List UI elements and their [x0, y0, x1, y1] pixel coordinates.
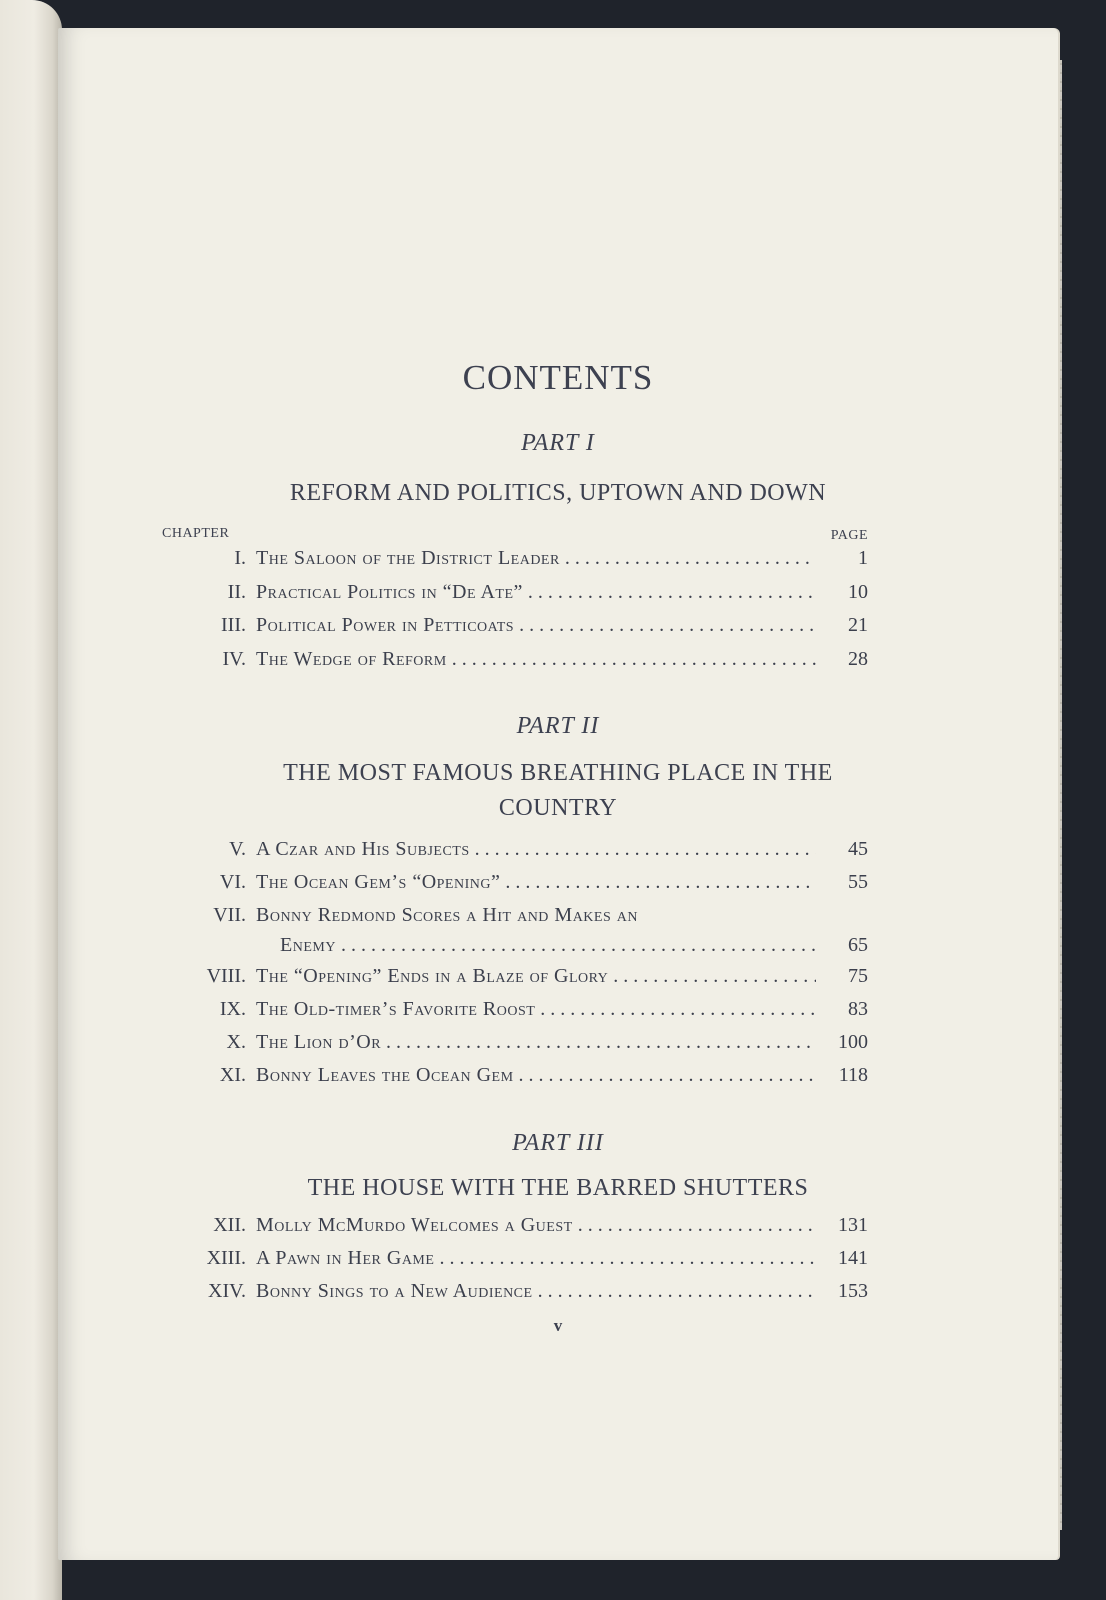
toc-entry[interactable] — [58, 547, 1058, 577]
chapter-title: The Wedge of Reform . . . — [256, 648, 816, 671]
chapter-title: Enemy . . . — [280, 934, 816, 957]
chapter-number: IV. — [222, 648, 246, 670]
chapter-number: VIII. — [206, 965, 246, 987]
chapter-title: Molly McMurdo Welcomes a Guest . . . — [256, 1214, 816, 1237]
chapter-page: 75 — [848, 965, 868, 987]
part-2-title-line: THE MOST FAMOUS BREATHING PLACE IN THE — [283, 760, 833, 786]
chapter-page: 21 — [848, 614, 868, 636]
part-3-title — [58, 1171, 1058, 1206]
chapter-page: 10 — [848, 581, 868, 603]
chapter-number: IX. — [219, 998, 246, 1020]
toc-entry[interactable] — [58, 1280, 1058, 1310]
chapter-page: 131 — [838, 1214, 868, 1236]
page-column-header: PAGE — [830, 528, 868, 543]
chapter-number: XIV. — [208, 1280, 246, 1302]
toc-entry[interactable] — [58, 1064, 1058, 1094]
chapter-title: The Ocean Gem’s “Opening” . . . — [256, 871, 816, 894]
chapter-page: 1 — [858, 547, 868, 569]
chapter-number: VI. — [219, 871, 246, 893]
chapter-page: 141 — [838, 1247, 868, 1269]
chapter-title: Bonny Leaves the Ocean Gem . . . — [256, 1064, 816, 1087]
chapter-page: 55 — [848, 871, 868, 893]
part-1-title-line: REFORM AND POLITICS, UPTOWN AND DOWN — [289, 480, 827, 506]
chapter-page: 118 — [838, 1064, 868, 1086]
chapter-number: V. — [229, 838, 246, 860]
left-page-edge — [0, 0, 62, 1600]
chapter-page: 153 — [838, 1280, 868, 1302]
chapter-number: VII. — [213, 904, 246, 926]
chapter-number: I. — [234, 547, 246, 569]
chapter-title: Bonny Sings to a New Audience . . . — [256, 1280, 816, 1303]
toc-entry[interactable] — [58, 838, 1058, 868]
part-2-number: PART II — [516, 713, 600, 739]
chapter-number: X. — [226, 1031, 246, 1053]
chapter-number: II. — [227, 581, 246, 603]
toc-entry[interactable] — [58, 581, 1058, 611]
toc-entry[interactable] — [58, 614, 1058, 644]
page-folio: v — [553, 1316, 563, 1335]
toc-entry[interactable] — [58, 904, 1058, 964]
chapter-page: 28 — [848, 648, 868, 670]
toc-entry[interactable] — [58, 1214, 1058, 1244]
part-3-number: PART III — [512, 1130, 604, 1156]
chapter-page: 65 — [848, 934, 868, 956]
chapter-title: The “Opening” Ends in a Blaze of Glory . . . — [256, 965, 816, 988]
chapter-title: A Pawn in Her Game . . . — [256, 1247, 816, 1270]
chapter-page: 100 — [838, 1031, 868, 1053]
toc-entry[interactable] — [58, 1031, 1058, 1061]
chapter-page: 45 — [848, 838, 868, 860]
toc-entry[interactable] — [58, 871, 1058, 901]
chapter-number: XIII. — [206, 1247, 246, 1269]
chapter-page: 83 — [848, 998, 868, 1020]
part-1-title — [58, 476, 1058, 511]
toc-entry[interactable] — [58, 1247, 1058, 1277]
chapter-title-line-1: Bonny Redmond Scores a Hit and Makes an — [256, 904, 638, 926]
part-2-title-line: COUNTRY — [498, 795, 618, 821]
contents-title: CONTENTS — [462, 358, 654, 397]
part-2-title — [58, 756, 1058, 826]
chapter-number: XII. — [213, 1214, 246, 1236]
toc-entry[interactable] — [58, 648, 1058, 678]
chapter-number: III. — [221, 614, 246, 636]
part-3-title-line: THE HOUSE WITH THE BARRED SHUTTERS — [307, 1175, 809, 1201]
chapter-title: A Czar and His Subjects . . . — [256, 838, 816, 861]
part-1-number: PART I — [521, 430, 595, 456]
chapter-column-header: CHAPTER — [162, 526, 230, 541]
toc-entry[interactable] — [58, 998, 1058, 1028]
chapter-title: The Lion d’Or . . . — [256, 1031, 816, 1054]
chapter-title: Practical Politics in “De Ate” . . . — [256, 581, 816, 604]
chapter-number: XI. — [219, 1064, 246, 1086]
chapter-title: The Saloon of the District Leader . . . — [256, 547, 816, 570]
table-of-contents — [58, 28, 1058, 1560]
toc-entry[interactable] — [58, 965, 1058, 995]
chapter-title: Political Power in Petticoats . . . — [256, 614, 816, 637]
chapter-title: The Old-timer’s Favorite Roost . . . — [256, 998, 816, 1021]
book-page — [58, 28, 1058, 1560]
